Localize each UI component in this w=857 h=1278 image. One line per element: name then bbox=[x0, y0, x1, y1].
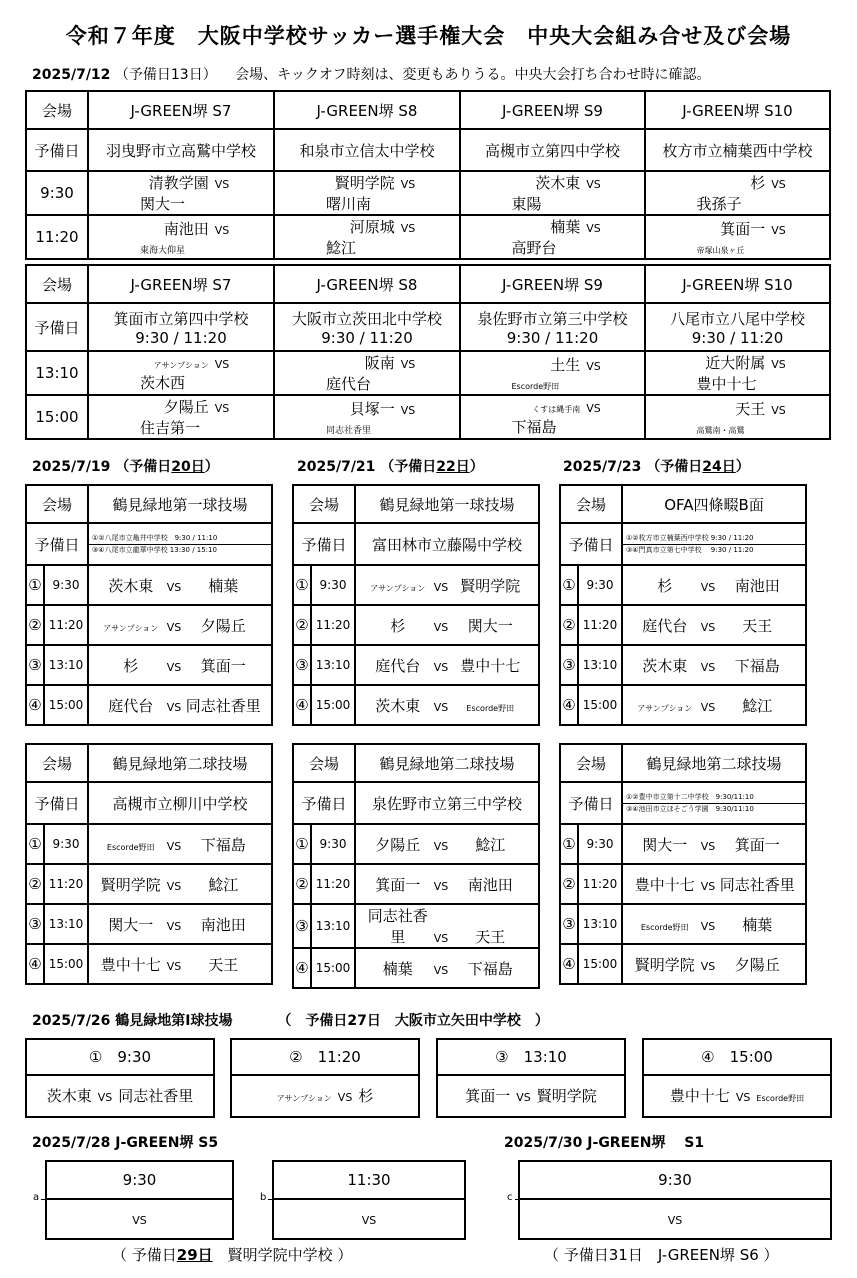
kickoff-time: 13:10 bbox=[311, 645, 355, 685]
section-0730: 2025/7/30 J-GREEN堺 S1 bbox=[504, 1135, 705, 1151]
venue-s8: J-GREEN堺 S8 bbox=[274, 265, 460, 303]
match: 貝塚一 VS同志社香里 bbox=[274, 395, 460, 439]
table-t21b bbox=[292, 743, 540, 989]
match: 南池田 VS東海大仰星 bbox=[88, 215, 274, 259]
reserve-label: 予備日 bbox=[26, 129, 88, 171]
match: 同志社香里 VS 天王 bbox=[355, 904, 539, 948]
kickoff-time: 9:30 bbox=[578, 565, 622, 605]
match-number: ② bbox=[293, 864, 311, 904]
match-number: ④ bbox=[26, 944, 44, 984]
kickoff-time: 13:10 bbox=[44, 904, 88, 944]
kickoff-time: 15:00 bbox=[26, 395, 88, 439]
kickoff-time: 13:10 bbox=[44, 645, 88, 685]
reserve-school: 高槻市立第四中学校 bbox=[460, 129, 645, 171]
reserve-school: 大阪市立茨田北中学校 9:30 / 11:20 bbox=[274, 303, 460, 351]
section-0723: 2025/7/23 （予備日24日） bbox=[563, 459, 750, 475]
match: 杉 VS 関大一 bbox=[355, 605, 539, 645]
match: 杉 VS 箕面一 bbox=[88, 645, 272, 685]
match: Escorde野田 VS 下福島 bbox=[88, 824, 272, 864]
match: 庭代台 VS 同志社香里 bbox=[88, 685, 272, 725]
match: 賢明学院 VS 鯰江 bbox=[88, 864, 272, 904]
bracket-line bbox=[41, 1199, 45, 1200]
match-number: ③ bbox=[293, 645, 311, 685]
venue-s9: J-GREEN堺 S9 bbox=[460, 91, 645, 129]
table-t19a bbox=[25, 484, 273, 726]
venue-label: 会場 bbox=[26, 485, 88, 523]
kickoff-time: 13:10 bbox=[26, 351, 88, 395]
match-number: ① bbox=[26, 824, 44, 864]
kickoff-time: 15:00 bbox=[44, 944, 88, 984]
match: 関大一 VS 箕面一 bbox=[622, 824, 806, 864]
match: 杉 VS我孫子 bbox=[645, 171, 830, 215]
kickoff-time: 15:00 bbox=[311, 948, 355, 988]
reserve-label: 予備日 bbox=[293, 782, 355, 824]
match-number: ③ bbox=[293, 904, 311, 948]
match: 茨木東 VS Escorde野田 bbox=[355, 685, 539, 725]
venue-name: 鶴見緑地第一球技場 bbox=[88, 485, 272, 523]
reserve-label: 予備日 bbox=[560, 523, 622, 565]
note-text: 会場、キックオフ時刻は、変更もありうる。中央大会打ち合わせ時に確認。 bbox=[235, 67, 711, 83]
footer-0730-reserve: （ 予備日31日 J-GREEN堺 S6 ） bbox=[544, 1246, 779, 1264]
reserve-label: 予備日 bbox=[560, 782, 622, 824]
venue-label: 会場 bbox=[293, 485, 355, 523]
venue-name: 鶴見緑地第二球技場 bbox=[622, 744, 806, 782]
match: 箕面一 VS 南池田 bbox=[355, 864, 539, 904]
table-t23b bbox=[559, 743, 807, 985]
match-number: ④ bbox=[560, 944, 578, 984]
venue-s8: J-GREEN堺 S8 bbox=[274, 91, 460, 129]
kickoff-time: 15:00 bbox=[578, 685, 622, 725]
match: 夕陽丘 VS 鯰江 bbox=[355, 824, 539, 864]
reserve-label: 予備日 bbox=[26, 782, 88, 824]
venue-label: 会場 bbox=[293, 744, 355, 782]
reserve-schools: ①②豊中市立第十二中学校 9:30/11:10 ③④池田市立ほそごう学園 9:30/11:10 bbox=[622, 782, 806, 824]
reserve-school: 泉佐野市立第三中学校 9:30 / 11:20 bbox=[460, 303, 645, 351]
section-0721: 2025/7/21 （予備日22日） bbox=[297, 459, 484, 475]
kickoff-time: 13:10 bbox=[311, 904, 355, 948]
venue-s7: J-GREEN堺 S7 bbox=[88, 91, 274, 129]
reserve-school: 富田林市立藤陽中学校 bbox=[355, 523, 539, 565]
kickoff-time: 9:30 bbox=[44, 824, 88, 864]
match: 近大附属 VS豊中十七 bbox=[645, 351, 830, 395]
match: 夕陽丘 VS住吉第一 bbox=[88, 395, 274, 439]
match: 庭代台 VS 豊中十七 bbox=[355, 645, 539, 685]
match: 阪南 VS庭代台 bbox=[274, 351, 460, 395]
match-number: ④ bbox=[293, 948, 311, 988]
kickoff-time: 11:20 bbox=[311, 864, 355, 904]
table-t21a bbox=[292, 484, 540, 726]
match-number: ③ bbox=[560, 645, 578, 685]
bracket-line bbox=[268, 1199, 272, 1200]
match: 楠葉 VS高野台 bbox=[460, 215, 645, 259]
kickoff-time: 11:20 bbox=[26, 215, 88, 259]
kickoff-time: 9:30 bbox=[44, 565, 88, 605]
match: 賢明学院 VS 夕陽丘 bbox=[622, 944, 806, 984]
match-number: ② bbox=[560, 605, 578, 645]
section-0719: 2025/7/19 （予備日20日） bbox=[32, 459, 219, 475]
match-number: ② bbox=[26, 864, 44, 904]
venue-name: 鶴見緑地第二球技場 bbox=[88, 744, 272, 782]
note-date: 2025/7/12 bbox=[32, 67, 111, 83]
reserve-label: 予備日 bbox=[26, 523, 88, 565]
match-number: ① bbox=[26, 565, 44, 605]
match: Escorde野田 VS 楠葉 bbox=[622, 904, 806, 944]
match-number: ③ bbox=[560, 904, 578, 944]
match: 杉 VS 南池田 bbox=[622, 565, 806, 605]
venue-label: 会場 bbox=[560, 485, 622, 523]
venue-s10: J-GREEN堺 S10 bbox=[645, 265, 830, 303]
match: 茨木東 VS 楠葉 bbox=[88, 565, 272, 605]
match: アサンプション VS 鯰江 bbox=[622, 685, 806, 725]
match: アサンプション VS茨木西 bbox=[88, 351, 274, 395]
kickoff-time: 9:30 bbox=[26, 171, 88, 215]
match: 土生 VSEscorde野田 bbox=[460, 351, 645, 395]
match-box-0726: ② 11:20 アサンプション VS 杉 bbox=[230, 1038, 420, 1118]
match-number: ④ bbox=[293, 685, 311, 725]
match: 関大一 VS 南池田 bbox=[88, 904, 272, 944]
reserve-school: 枚方市立楠葉西中学校 bbox=[645, 129, 830, 171]
venue-s9: J-GREEN堺 S9 bbox=[460, 265, 645, 303]
reserve-school: 高槻市立柳川中学校 bbox=[88, 782, 272, 824]
match-number: ① bbox=[560, 824, 578, 864]
match-number: ③ bbox=[26, 645, 44, 685]
final-letter: b bbox=[260, 1192, 267, 1203]
kickoff-time: 15:00 bbox=[311, 685, 355, 725]
match: 天王 VS高鷲南・高鷲 bbox=[645, 395, 830, 439]
kickoff-time: 11:20 bbox=[44, 605, 88, 645]
section-0726: 2025/7/26 鶴見緑地第Ⅰ球技場 （ 予備日27日 大阪市立矢田中学校 ） bbox=[32, 1013, 549, 1029]
reserve-school: 羽曳野市立高鷲中学校 bbox=[88, 129, 274, 171]
kickoff-time: 15:00 bbox=[578, 944, 622, 984]
table-0712-morning bbox=[25, 90, 831, 260]
match-number: ③ bbox=[26, 904, 44, 944]
venue-label: 会場 bbox=[26, 91, 88, 129]
venue-label: 会場 bbox=[26, 744, 88, 782]
kickoff-time: 11:20 bbox=[578, 605, 622, 645]
match: 庭代台 VS 天王 bbox=[622, 605, 806, 645]
venue-s10: J-GREEN堺 S10 bbox=[645, 91, 830, 129]
note-reserve: （予備日13日） bbox=[114, 67, 217, 83]
section-0728: 2025/7/28 J-GREEN堺 S5 bbox=[32, 1135, 219, 1151]
footer-0728-reserve: （ 予備日29日 賢明学院中学校 ） bbox=[112, 1246, 353, 1264]
match: くすは縄手南 VS下福島 bbox=[460, 395, 645, 439]
reserve-label: 予備日 bbox=[26, 303, 88, 351]
final-match-box: 9:30 VS bbox=[518, 1160, 832, 1240]
schedule-note bbox=[32, 64, 710, 84]
reserve-school: 和泉市立信太中学校 bbox=[274, 129, 460, 171]
match: 茨木東 VS東陽 bbox=[460, 171, 645, 215]
reserve-schools: ①②八尾市立亀井中学校 9:30 / 11:10 ③④八尾市立龍華中学校 13:30 / 15:10 bbox=[88, 523, 272, 565]
match-number: ② bbox=[293, 605, 311, 645]
kickoff-time: 11:20 bbox=[311, 605, 355, 645]
reserve-label: 予備日 bbox=[293, 523, 355, 565]
bracket-line bbox=[515, 1199, 518, 1200]
match-box-0726: ① 9:30 茨木東 VS 同志社香里 bbox=[25, 1038, 215, 1118]
match: 河原城 VS鯰江 bbox=[274, 215, 460, 259]
venue-name: 鶴見緑地第一球技場 bbox=[355, 485, 539, 523]
kickoff-time: 13:10 bbox=[578, 904, 622, 944]
final-letter: a bbox=[33, 1192, 40, 1203]
venue-name: 鶴見緑地第二球技場 bbox=[355, 744, 539, 782]
match-number: ④ bbox=[560, 685, 578, 725]
reserve-school: 箕面市立第四中学校 9:30 / 11:20 bbox=[88, 303, 274, 351]
match-number: ④ bbox=[26, 685, 44, 725]
match: 豊中十七 VS 天王 bbox=[88, 944, 272, 984]
table-t23a bbox=[559, 484, 807, 726]
venue-label: 会場 bbox=[26, 265, 88, 303]
reserve-school: 泉佐野市立第三中学校 bbox=[355, 782, 539, 824]
final-letter: c bbox=[507, 1192, 513, 1203]
kickoff-time: 9:30 bbox=[578, 824, 622, 864]
match: 清教学園 VS関大一 bbox=[88, 171, 274, 215]
kickoff-time: 15:00 bbox=[44, 685, 88, 725]
match: アサンプション VS 夕陽丘 bbox=[88, 605, 272, 645]
match: 箕面一 VS帝塚山泉ヶ丘 bbox=[645, 215, 830, 259]
kickoff-time: 9:30 bbox=[311, 565, 355, 605]
kickoff-time: 11:20 bbox=[44, 864, 88, 904]
table-t19b bbox=[25, 743, 273, 985]
match-number: ② bbox=[560, 864, 578, 904]
match-number: ① bbox=[293, 565, 311, 605]
match-number: ② bbox=[26, 605, 44, 645]
match-number: ① bbox=[293, 824, 311, 864]
match: 茨木東 VS 下福島 bbox=[622, 645, 806, 685]
venue-s7: J-GREEN堺 S7 bbox=[88, 265, 274, 303]
match: アサンプション VS 賢明学院 bbox=[355, 565, 539, 605]
reserve-school: 八尾市立八尾中学校 9:30 / 11:20 bbox=[645, 303, 830, 351]
venue-name: OFA四條畷B面 bbox=[622, 485, 806, 523]
page-title: 令和７年度 大阪中学校サッカー選手権大会 中央大会組み合せ及び会場 bbox=[65, 24, 792, 48]
reserve-schools: ①②枚方市立楠葉西中学校 9:30 / 11:20 ③④門真市立第七中学校 9:30 / 11:20 bbox=[622, 523, 806, 565]
final-match-box: 11:30 VS bbox=[272, 1160, 466, 1240]
venue-label: 会場 bbox=[560, 744, 622, 782]
final-match-box: 9:30 VS bbox=[45, 1160, 234, 1240]
match: 豊中十七 VS 同志社香里 bbox=[622, 864, 806, 904]
match-box-0726: ③ 13:10 箕面一 VS 賢明学院 bbox=[436, 1038, 626, 1118]
kickoff-time: 11:20 bbox=[578, 864, 622, 904]
match: 賢明学院 VS曙川南 bbox=[274, 171, 460, 215]
kickoff-time: 9:30 bbox=[311, 824, 355, 864]
match-box-0726: ④ 15:00 豊中十七 VS Escorde野田 bbox=[642, 1038, 832, 1118]
table-0712-afternoon bbox=[25, 264, 831, 440]
kickoff-time: 13:10 bbox=[578, 645, 622, 685]
match: 楠葉 VS 下福島 bbox=[355, 948, 539, 988]
match-number: ① bbox=[560, 565, 578, 605]
